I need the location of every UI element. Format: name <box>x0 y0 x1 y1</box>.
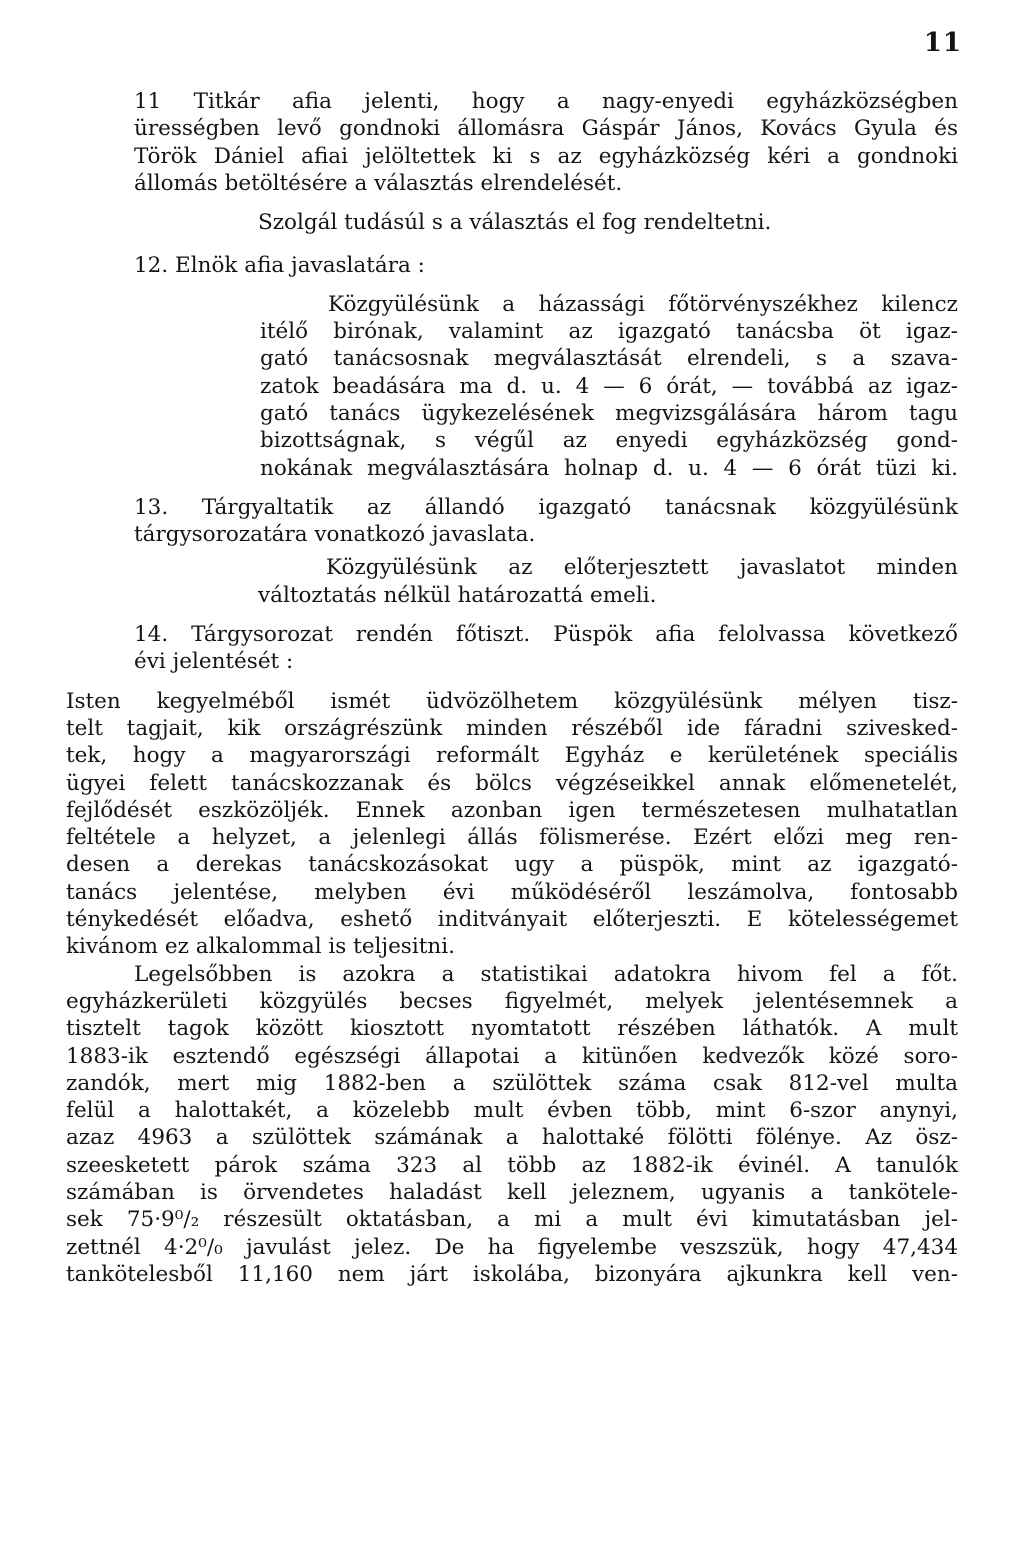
text-line: Isten kegyelméből ismét üdvözölhetem közgyülésünk mélyen tisz- <box>66 688 958 714</box>
text-line: ténykedését előadva, eshető inditványait előterjeszti. E kötelességemet <box>66 907 958 933</box>
text-line: 13. Tárgyaltatik az állandó igazgató tanácsnak közgyülésünk <box>134 494 958 520</box>
page-content <box>66 88 958 1288</box>
text-line: telt tagjait, kik országrészünk minden részéből ide fáradni szivesked- <box>66 715 958 741</box>
text-line: zettnél 4·2⁰/₀ javulást jelez. De ha figyelembe veszszük, hogy 47,434 <box>66 1234 958 1260</box>
text-line: feltétele a helyzet, a jelenlegi állás fölismerése. Ezért előzi meg ren- <box>66 825 958 851</box>
item-13-text <box>66 494 958 549</box>
text-line: zandók, mert mig 1882-ben a szülöttek száma csak 812-vel multa <box>66 1070 958 1096</box>
text-line: tárgysorozatára vonatkozó javaslata. <box>134 522 536 548</box>
text-line: bizottságnak, s végűl az enyedi egyházközség gond- <box>260 428 958 454</box>
text-line: állomás betöltésére a választás elrendelését. <box>134 170 623 196</box>
item-11-resolution <box>258 209 958 236</box>
text-line: Török Dániel afiai jelöltettek ki s az egyházközség kéri a gondnoki <box>134 143 958 169</box>
text-line: felül a halottakét, a közelebb mult évben több, mint 6-szor anynyi, <box>66 1098 958 1124</box>
report-paragraph-1 <box>66 688 958 961</box>
text-line: zatok beadására ma d. u. 4 — 6 órát, — továbbá az igaz- <box>260 373 958 399</box>
item-13-resolution <box>258 554 958 609</box>
text-line: fejlődését eszközöljék. Ennek azonban igen természetesen mulhatatlan <box>66 797 958 823</box>
text-line: évi jelentését : <box>134 649 294 675</box>
text-line: gató tanácsosnak megválasztását elrendeli, s a szava- <box>260 346 958 372</box>
text-line: tankötelesből 11,160 nem járt iskolába, bizonyára ajkunkra kell ven- <box>66 1261 958 1287</box>
item-12-resolution <box>260 291 958 482</box>
text-line: tanács jelentése, melyben évi működéséről leszámolva, fontosabb <box>66 879 958 905</box>
text-line: Közgyülésünk az előterjesztett javaslatot minden <box>326 555 958 581</box>
text-line: Közgyülésünk a házassági főtörvényszékhez kilencz <box>328 291 958 317</box>
page-number: 11 <box>923 28 962 58</box>
text-line: tisztelt tagok között kiosztott nyomtatott részében láthatók. A mult <box>66 1016 958 1042</box>
text-line: gató tanács ügykezelésének megvizsgálására három tagu <box>260 400 958 426</box>
text-line: számában is örvendetes haladást kell jeleznem, ugyanis a tankötele- <box>66 1179 958 1205</box>
text-line: szeesketett párok száma 323 al több az 1882-ik évinél. A tanulók <box>66 1152 958 1178</box>
text-line: desen a derekas tanácskozásokat ugy a püspök, mint az igazgató- <box>66 852 958 878</box>
item-11-text <box>66 88 958 197</box>
text-line: 12. Elnök afia javaslatára : <box>134 253 425 279</box>
text-line: egyházkerületi közgyülés becses figyelmét, melyek jelentésemnek a <box>66 988 958 1014</box>
item-12-intro <box>134 252 958 279</box>
text-line: ürességben levő gondnoki állomásra Gáspár János, Kovács Gyula és <box>134 116 958 142</box>
text-line: itélő birónak, valamint az igazgató tanácsba öt igaz- <box>260 319 958 345</box>
report-paragraph-2 <box>66 961 958 1289</box>
text-line: azaz 4963 a szülöttek számának a halottaké fölötti fölénye. Az ösz- <box>66 1125 958 1151</box>
text-line: 1883-ik esztendő egészségi állapotai a kitünően kedvezők közé soro- <box>66 1043 958 1069</box>
text-line: Szolgál tudásúl s a választás el fog rendeltetni. <box>258 210 772 236</box>
item-14-text <box>66 621 958 676</box>
text-line: sek 75·9⁰/₂ részesült oktatásban, a mi a mult évi kimutatásban jel- <box>66 1207 958 1233</box>
text-line: 11 Titkár afia jelenti, hogy a nagy-enyedi egyházközségben <box>134 89 958 114</box>
text-line: ügyei felett tanácskozzanak és bölcs végzéseikkel annak előmenetelét, <box>66 770 958 796</box>
text-line: 14. Tárgysorozat rendén főtiszt. Püspök afia felolvassa következő <box>134 622 958 648</box>
text-line: változtatás nélkül határozattá emeli. <box>258 582 657 608</box>
text-line: tek, hogy a magyarországi reformált Egyház e kerületének speciális <box>66 743 958 769</box>
text-line: kivánom ez alkalommal is teljesitni. <box>66 934 455 960</box>
text-line: Legelsőbben is azokra a statistikai adatokra hivom fel a főt. <box>134 961 958 987</box>
text-line: nokának megválasztására holnap d. u. 4 — 6 órát tüzi ki. <box>260 455 958 481</box>
